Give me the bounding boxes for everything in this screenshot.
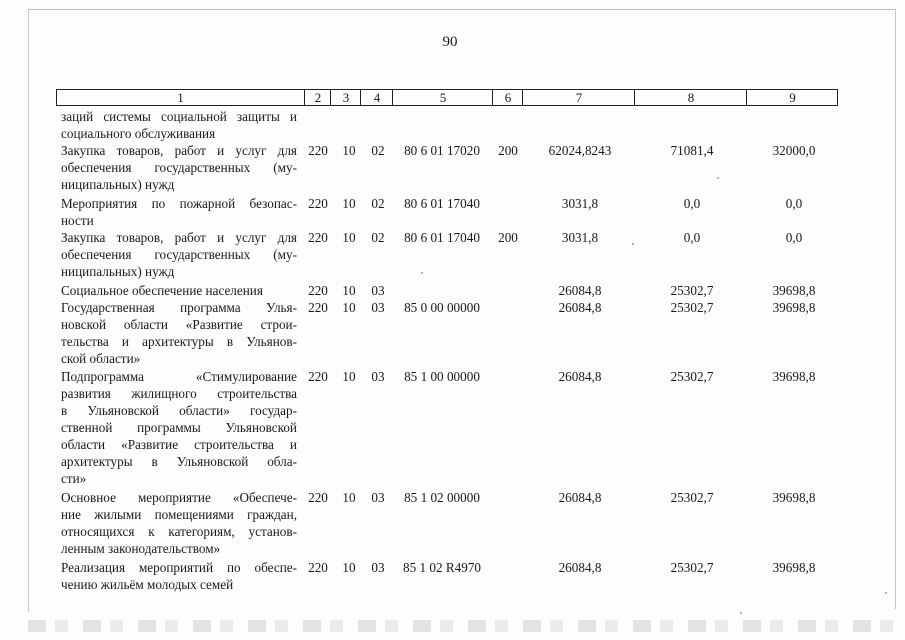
cell-col-9: 0,0 [785,196,803,211]
cell-col-9: 0,0 [785,230,803,245]
cell-col-7: 26084,8 [558,300,602,315]
description-line: Социальное обеспечение населения [61,283,263,298]
cell-col-7: 3031,8 [561,196,599,211]
row-description [61,368,297,487]
cell-col-8: 25302,7 [670,283,714,298]
description-line: ленным законодательством» [61,541,221,556]
scan-speck [632,243,634,245]
header-col-3: 3 [330,90,361,106]
description-line: Реализация мероприятий по обеспе- [61,560,297,575]
cell-col-7: 26084,8 [558,560,602,575]
cell-col-3: 10 [342,283,356,298]
cell-col-4: 02 [371,230,385,245]
cell-col-8: 71081,4 [670,143,714,158]
row-description [61,142,297,193]
cell-col-5: 85 1 00 00000 [404,369,480,384]
scan-bottom-noise [28,620,896,632]
cell-col-9: 39698,8 [772,300,816,315]
description-line: в Ульяновской области» государ- [61,403,297,418]
description-line: архитектуры в Ульяновской обла- [61,454,297,469]
cell-col-4: 02 [371,196,385,211]
cell-col-2: 220 [308,283,328,298]
cell-col-5: 80 6 01 17040 [404,196,480,211]
cell-col-5: 85 1 02 00000 [404,490,480,505]
description-line: Закупка товаров, работ и услуг для [61,230,297,245]
cell-col-3: 10 [342,490,356,505]
page-number: 90 [442,34,458,50]
cell-col-3: 10 [342,369,356,384]
header-col-4: 4 [360,90,393,106]
description-line: сти» [61,471,87,486]
description-line: развития жилищного строительства [61,386,297,401]
description-line: ниципальных) нужд [61,177,175,192]
cell-col-9: 39698,8 [772,283,816,298]
cell-col-7: 26084,8 [558,283,602,298]
header-col-8: 8 [634,90,747,106]
cell-col-9: 32000,0 [772,143,816,158]
description-line: тельства и архитектуры в Ульянов- [61,334,297,349]
description-line: ской области» [61,351,141,366]
cell-col-7: 62024,8243 [548,143,612,158]
row-description [61,195,297,229]
cell-col-4: 03 [371,490,385,505]
cell-col-3: 10 [342,230,356,245]
header-col-6: 6 [492,90,523,106]
cell-col-5: 80 6 01 17020 [404,143,480,158]
cell-col-3: 10 [342,300,356,315]
cell-col-7: 26084,8 [558,490,602,505]
description-line: чению жильём молодых семей [61,577,234,592]
cell-col-4: 02 [371,143,385,158]
description-line: ниципальных) нужд [61,264,175,279]
header-col-7: 7 [522,90,635,106]
row-description [61,559,297,593]
cell-col-2: 220 [308,230,328,245]
description-line: ние жилыми помещениями граждан, [61,507,297,522]
page-edge-top [28,9,896,10]
cell-col-5: 80 6 01 17040 [404,230,480,245]
cell-col-2: 220 [308,143,328,158]
description-line: ственной программы Ульяновской [61,420,297,435]
description-line: относящихся к категориям, установ- [61,524,297,539]
header-col-9: 9 [746,90,838,106]
cell-col-4: 03 [371,283,385,298]
description-line: обеспечения государственных (му- [61,160,297,175]
cell-col-8: 25302,7 [670,300,714,315]
description-line: ности [61,213,94,228]
cell-col-5: 85 0 00 00000 [404,300,480,315]
description-line: обеспечения государственных (му- [61,247,297,262]
scan-speck [421,272,423,274]
scan-speck [885,592,887,594]
scan-speck [717,177,719,179]
cell-col-8: 25302,7 [670,369,714,384]
description-line: Закупка товаров, работ и услуг для [61,143,297,158]
cell-col-4: 03 [371,560,385,575]
cell-col-8: 0,0 [683,230,701,245]
cell-col-8: 25302,7 [670,490,714,505]
cell-col-8: 25302,7 [670,560,714,575]
cell-col-3: 10 [342,560,356,575]
scan-speck [740,612,742,614]
cell-col-3: 10 [342,196,356,211]
row-description [61,229,297,280]
row-description [61,282,297,299]
header-col-1: 1 [177,90,184,105]
header-col-5: 5 [392,90,493,106]
description-line: Государственная программа Улья- [61,300,297,315]
description-line: заций системы социальной защиты и [61,109,297,124]
table-header-row [56,89,838,106]
cell-col-7: 3031,8 [561,230,599,245]
cell-col-2: 220 [308,560,328,575]
cell-col-2: 220 [308,300,328,315]
description-line: Мероприятия по пожарной безопас- [61,196,297,211]
cell-col-5: 85 1 02 R4970 [402,560,482,575]
cell-col-7: 26084,8 [558,369,602,384]
cell-col-2: 220 [308,490,328,505]
cell-col-9: 39698,8 [772,369,816,384]
description-line: Основное мероприятие «Обеспече- [61,490,297,505]
cell-col-9: 39698,8 [772,560,816,575]
cell-col-3: 10 [342,143,356,158]
row-description [61,299,297,367]
cell-col-2: 220 [308,196,328,211]
cell-col-2: 220 [308,369,328,384]
cell-col-4: 03 [371,300,385,315]
cell-col-8: 0,0 [683,196,701,211]
description-line: Подпрограмма «Стимулирование [61,369,297,384]
page-edge-right [895,9,896,609]
cell-col-6: 200 [498,143,518,158]
description-line: области «Развитие строительства и [61,437,297,452]
cell-col-6: 200 [498,230,518,245]
page-edge-left [28,9,29,612]
row-description [61,489,297,557]
description-line: социального обслуживания [61,126,216,141]
cell-col-9: 39698,8 [772,490,816,505]
description-line: новской области «Развитие строи- [61,317,297,332]
cell-col-4: 03 [371,369,385,384]
row-description [61,108,297,142]
header-col-2: 2 [304,90,331,106]
